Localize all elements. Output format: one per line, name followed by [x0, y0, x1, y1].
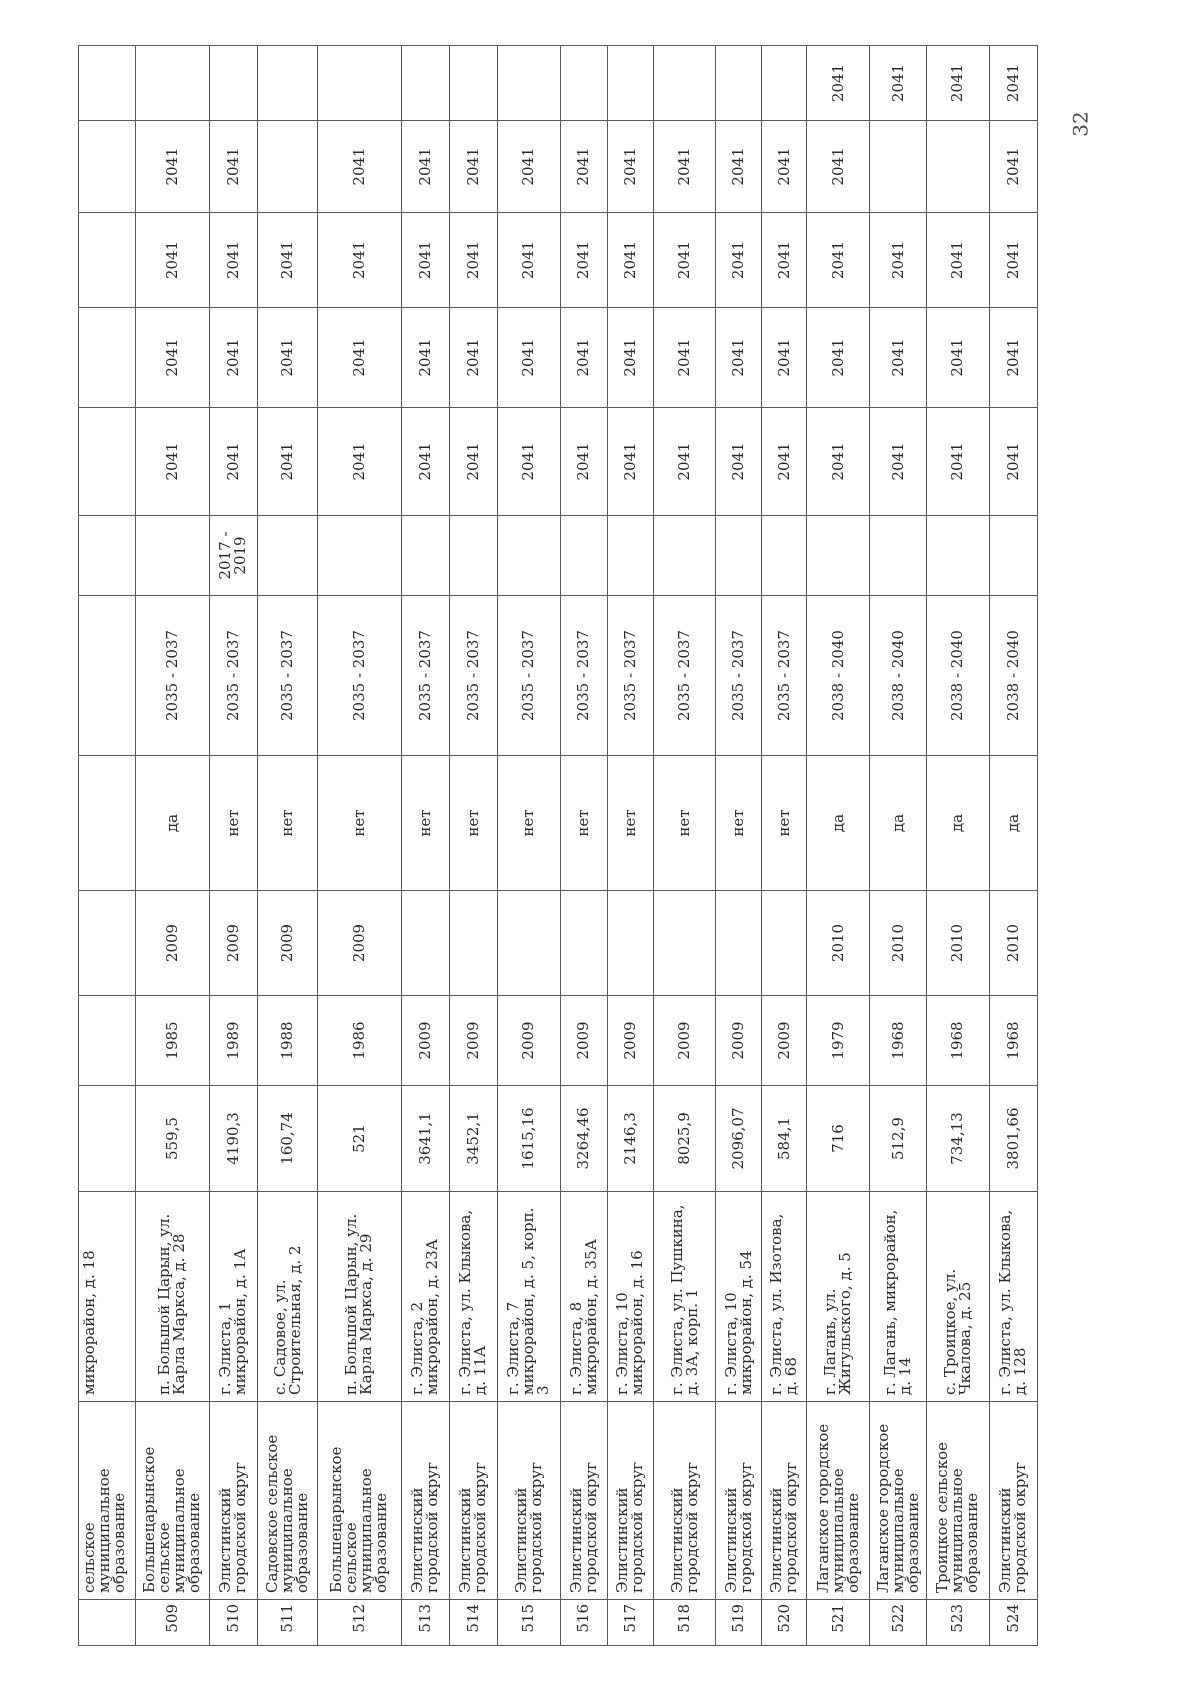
- cell-address: г. Лагань, ул. Жигульского, д. 5: [807, 1192, 870, 1402]
- cell-flag: нет: [716, 756, 762, 891]
- cell-year-built: 1986: [318, 996, 401, 1086]
- cell-2041-d: 2041: [807, 121, 870, 213]
- cell-address: г. Элиста, 1 микрорайон, д. 1А: [209, 1192, 257, 1402]
- cell-flag: да: [989, 756, 1037, 891]
- cell-address: г. Элиста, ул. Изотова, д. 68: [762, 1192, 807, 1402]
- cell-2041-d: [870, 121, 927, 213]
- cell-year-built: 1988: [257, 996, 317, 1086]
- cell-flag: нет: [498, 756, 561, 891]
- cell-year-inspect: [653, 891, 716, 996]
- cell-year-built: 1985: [136, 996, 210, 1086]
- cell-area: 584,1: [762, 1086, 807, 1192]
- cell-2041-e: 2041: [807, 46, 870, 121]
- cell-flag: да: [136, 756, 210, 891]
- cell-year-inspect: [716, 891, 762, 996]
- cell-area: 8025,9: [653, 1086, 716, 1192]
- cell-period: 2035 - 2037: [762, 596, 807, 756]
- table-body: [79, 46, 1038, 1646]
- cell-period: 2035 - 2037: [498, 596, 561, 756]
- cell-2041-a: 2041: [318, 408, 401, 516]
- cell-num: 516: [560, 1600, 607, 1646]
- cell-municipality: Лаганское городское муниципальное образование: [807, 1402, 870, 1600]
- cell-area: [79, 1086, 136, 1192]
- table-row: [927, 46, 990, 1646]
- cell-year-inspect: 2009: [209, 891, 257, 996]
- cell-2041-c: 2041: [762, 213, 807, 308]
- cell-area: 1615,16: [498, 1086, 561, 1192]
- table-row: [560, 46, 607, 1646]
- cell-period: 2035 - 2037: [318, 596, 401, 756]
- cell-year-built: 1968: [927, 996, 990, 1086]
- cell-year-inspect: 2010: [927, 891, 990, 996]
- cell-2041-b: 2041: [136, 308, 210, 408]
- cell-num: 521: [807, 1600, 870, 1646]
- cell-2041-a: 2041: [560, 408, 607, 516]
- cell-2041-b: [79, 308, 136, 408]
- cell-2041-a: 2041: [716, 408, 762, 516]
- cell-2041-c: 2041: [318, 213, 401, 308]
- cell-2041-c: 2041: [136, 213, 210, 308]
- cell-period: 2035 - 2037: [607, 596, 653, 756]
- cell-period: [79, 596, 136, 756]
- cell-address: г. Элиста, ул. Пушкина, д. 3А, корп. 1: [653, 1192, 716, 1402]
- cell-2041-b: 2041: [653, 308, 716, 408]
- cell-flag: [79, 756, 136, 891]
- table-row: [318, 46, 401, 1646]
- cell-area: 521: [318, 1086, 401, 1192]
- cell-2041-d: [79, 121, 136, 213]
- cell-year-built: 2009: [607, 996, 653, 1086]
- cell-year-inspect: 2010: [807, 891, 870, 996]
- cell-year-inspect: [79, 891, 136, 996]
- cell-2041-a: 2041: [762, 408, 807, 516]
- cell-flag: нет: [449, 756, 497, 891]
- cell-area: 559,5: [136, 1086, 210, 1192]
- cell-2041-c: 2041: [401, 213, 449, 308]
- cell-year-inspect: [401, 891, 449, 996]
- cell-2041-b: 2041: [607, 308, 653, 408]
- cell-2041-d: 2041: [209, 121, 257, 213]
- cell-done: [870, 516, 927, 596]
- cell-year-built: 2009: [716, 996, 762, 1086]
- cell-flag: нет: [762, 756, 807, 891]
- cell-flag: нет: [653, 756, 716, 891]
- cell-period: 2035 - 2037: [449, 596, 497, 756]
- cell-done: [257, 516, 317, 596]
- cell-2041-d: 2041: [989, 121, 1037, 213]
- cell-2041-c: 2041: [607, 213, 653, 308]
- cell-2041-d: 2041: [716, 121, 762, 213]
- cell-municipality: Элистинский городской округ: [401, 1402, 449, 1600]
- cell-num: 511: [257, 1600, 317, 1646]
- cell-num: 509: [136, 1600, 210, 1646]
- cell-num: 514: [449, 1600, 497, 1646]
- cell-done: 2017 - 2019: [209, 516, 257, 596]
- cell-num: 523: [927, 1600, 990, 1646]
- cell-2041-a: 2041: [870, 408, 927, 516]
- cell-municipality: Троицкое сельское муниципальное образование: [927, 1402, 990, 1600]
- cell-flag: нет: [257, 756, 317, 891]
- cell-municipality: Садовское сельское муниципальное образование: [257, 1402, 317, 1600]
- cell-2041-c: 2041: [209, 213, 257, 308]
- cell-area: 3452,1: [449, 1086, 497, 1192]
- cell-address: с. Садовое, ул. Строительная, д. 2: [257, 1192, 317, 1402]
- cell-num: 510: [209, 1600, 257, 1646]
- cell-flag: нет: [318, 756, 401, 891]
- cell-num: 515: [498, 1600, 561, 1646]
- cell-2041-d: 2041: [318, 121, 401, 213]
- cell-year-built: 2009: [401, 996, 449, 1086]
- table-row: [716, 46, 762, 1646]
- cell-2041-b: 2041: [716, 308, 762, 408]
- cell-2041-e: [762, 46, 807, 121]
- cell-municipality: Элистинский городской округ: [989, 1402, 1037, 1600]
- cell-address: г. Элиста, 8 микрорайон, д. 35А: [560, 1192, 607, 1402]
- cell-year-built: 2009: [498, 996, 561, 1086]
- cell-2041-a: 2041: [257, 408, 317, 516]
- cell-municipality: Лаганское городское муниципальное образование: [870, 1402, 927, 1600]
- table-row-continuation: [79, 46, 136, 1646]
- cell-address: г. Элиста, ул. Клыкова, д. 11А: [449, 1192, 497, 1402]
- page-number: 32: [1068, 111, 1093, 137]
- cell-2041-c: 2041: [927, 213, 990, 308]
- cell-2041-d: [927, 121, 990, 213]
- cell-2041-e: [498, 46, 561, 121]
- cell-2041-e: [209, 46, 257, 121]
- cell-2041-d: [257, 121, 317, 213]
- cell-2041-a: 2041: [136, 408, 210, 516]
- cell-2041-b: 2041: [870, 308, 927, 408]
- cell-done: [653, 516, 716, 596]
- table-row: [807, 46, 870, 1646]
- cell-2041-b: 2041: [257, 308, 317, 408]
- cell-year-inspect: 2009: [318, 891, 401, 996]
- cell-year-built: 2009: [560, 996, 607, 1086]
- table-row: [136, 46, 210, 1646]
- cell-2041-d: 2041: [653, 121, 716, 213]
- cell-flag: да: [807, 756, 870, 891]
- cell-2041-b: 2041: [401, 308, 449, 408]
- cell-2041-a: 2041: [607, 408, 653, 516]
- cell-flag: нет: [209, 756, 257, 891]
- cell-year-built: 1968: [989, 996, 1037, 1086]
- cell-year-built: 1989: [209, 996, 257, 1086]
- cell-2041-d: 2041: [762, 121, 807, 213]
- cell-period: 2038 - 2040: [989, 596, 1037, 756]
- cell-municipality: сельское муниципальное образование: [79, 1402, 136, 1600]
- cell-year-inspect: 2010: [870, 891, 927, 996]
- table-row: [762, 46, 807, 1646]
- cell-period: 2035 - 2037: [401, 596, 449, 756]
- cell-2041-e: 2041: [870, 46, 927, 121]
- cell-2041-b: 2041: [927, 308, 990, 408]
- cell-municipality: Элистинский городской округ: [653, 1402, 716, 1600]
- cell-2041-e: [716, 46, 762, 121]
- cell-area: 3801,66: [989, 1086, 1037, 1192]
- table-row: [653, 46, 716, 1646]
- cell-address: микрорайон, д. 18: [79, 1192, 136, 1402]
- cell-2041-c: [79, 213, 136, 308]
- table-row: [870, 46, 927, 1646]
- cell-done: [136, 516, 210, 596]
- table-row: [257, 46, 317, 1646]
- cell-2041-c: 2041: [870, 213, 927, 308]
- cell-2041-e: [257, 46, 317, 121]
- cell-period: 2035 - 2037: [716, 596, 762, 756]
- cell-municipality: Элистинский городской округ: [498, 1402, 561, 1600]
- cell-2041-d: 2041: [607, 121, 653, 213]
- cell-year-built: 2009: [653, 996, 716, 1086]
- cell-flag: нет: [560, 756, 607, 891]
- cell-address: г. Элиста, ул. Клыкова, д. 128: [989, 1192, 1037, 1402]
- cell-done: [560, 516, 607, 596]
- cell-year-built: 2009: [762, 996, 807, 1086]
- cell-done: [716, 516, 762, 596]
- cell-2041-d: 2041: [136, 121, 210, 213]
- cell-2041-c: 2041: [653, 213, 716, 308]
- cell-flag: нет: [607, 756, 653, 891]
- cell-year-inspect: [449, 891, 497, 996]
- cell-year-inspect: 2009: [257, 891, 317, 996]
- cell-area: 734,13: [927, 1086, 990, 1192]
- cell-year-built: 1968: [870, 996, 927, 1086]
- cell-address: г. Элиста, 2 микрорайон, д. 23А: [401, 1192, 449, 1402]
- cell-2041-e: [449, 46, 497, 121]
- table-row: [449, 46, 497, 1646]
- cell-address: г. Элиста, 10 микрорайон, д. 54: [716, 1192, 762, 1402]
- cell-municipality: Элистинский городской округ: [560, 1402, 607, 1600]
- cell-2041-b: 2041: [498, 308, 561, 408]
- cell-2041-b: 2041: [989, 308, 1037, 408]
- cell-2041-b: 2041: [449, 308, 497, 408]
- cell-address: п. Большой Царын, ул. Карла Маркса, д. 28: [136, 1192, 210, 1402]
- cell-2041-a: 2041: [498, 408, 561, 516]
- cell-area: 2096,07: [716, 1086, 762, 1192]
- cell-municipality: Элистинский городской округ: [449, 1402, 497, 1600]
- cell-2041-c: 2041: [498, 213, 561, 308]
- cell-2041-c: 2041: [560, 213, 607, 308]
- cell-period: 2035 - 2037: [653, 596, 716, 756]
- cell-done: [79, 516, 136, 596]
- cell-municipality: Элистинский городской округ: [209, 1402, 257, 1600]
- cell-num: [79, 1600, 136, 1646]
- cell-municipality: Большецарынское сельское муниципальное образование: [136, 1402, 210, 1600]
- cell-2041-e: 2041: [927, 46, 990, 121]
- cell-num: 513: [401, 1600, 449, 1646]
- cell-2041-a: [79, 408, 136, 516]
- rotated-table-container: [78, 46, 1038, 1646]
- cell-2041-c: 2041: [257, 213, 317, 308]
- cell-year-built: 2009: [449, 996, 497, 1086]
- cell-num: 519: [716, 1600, 762, 1646]
- cell-num: 520: [762, 1600, 807, 1646]
- cell-flag: да: [870, 756, 927, 891]
- cell-2041-c: 2041: [989, 213, 1037, 308]
- cell-2041-b: 2041: [318, 308, 401, 408]
- cell-area: 4190,3: [209, 1086, 257, 1192]
- cell-2041-e: [401, 46, 449, 121]
- cell-2041-e: [560, 46, 607, 121]
- cell-municipality: Элистинский городской округ: [607, 1402, 653, 1600]
- cell-done: [449, 516, 497, 596]
- cell-done: [927, 516, 990, 596]
- housing-table: [78, 45, 1038, 1646]
- cell-done: [498, 516, 561, 596]
- cell-2041-b: 2041: [762, 308, 807, 408]
- cell-area: 3641,1: [401, 1086, 449, 1192]
- cell-2041-d: 2041: [449, 121, 497, 213]
- scanned-page: [78, 46, 1038, 1646]
- cell-municipality: Элистинский городской округ: [762, 1402, 807, 1600]
- table-row: [989, 46, 1037, 1646]
- cell-2041-d: 2041: [560, 121, 607, 213]
- cell-done: [401, 516, 449, 596]
- cell-address: п. Большой Царын, ул. Карла Маркса, д. 29: [318, 1192, 401, 1402]
- cell-2041-c: 2041: [449, 213, 497, 308]
- cell-2041-d: 2041: [401, 121, 449, 213]
- cell-num: 517: [607, 1600, 653, 1646]
- cell-address: с. Троицкое, ул. Чкалова, д. 25: [927, 1192, 990, 1402]
- cell-address: г. Лагань, микрорайон, д. 14: [870, 1192, 927, 1402]
- cell-2041-a: 2041: [927, 408, 990, 516]
- cell-period: 2035 - 2037: [560, 596, 607, 756]
- cell-2041-e: [318, 46, 401, 121]
- cell-year-built: 1979: [807, 996, 870, 1086]
- cell-year-inspect: 2010: [989, 891, 1037, 996]
- cell-2041-a: 2041: [989, 408, 1037, 516]
- cell-area: 3264,46: [560, 1086, 607, 1192]
- table-row: [498, 46, 561, 1646]
- cell-2041-c: 2041: [807, 213, 870, 308]
- cell-address: г. Элиста, 10 микрорайон, д. 16: [607, 1192, 653, 1402]
- cell-area: 160,74: [257, 1086, 317, 1192]
- cell-period: 2035 - 2037: [209, 596, 257, 756]
- cell-2041-e: 2041: [989, 46, 1037, 121]
- cell-done: [989, 516, 1037, 596]
- cell-2041-a: 2041: [401, 408, 449, 516]
- cell-2041-a: 2041: [449, 408, 497, 516]
- cell-year-inspect: [560, 891, 607, 996]
- cell-municipality: Элистинский городской округ: [716, 1402, 762, 1600]
- cell-2041-a: 2041: [807, 408, 870, 516]
- table-row: [401, 46, 449, 1646]
- cell-num: 518: [653, 1600, 716, 1646]
- cell-done: [607, 516, 653, 596]
- cell-2041-d: 2041: [498, 121, 561, 213]
- cell-period: 2038 - 2040: [807, 596, 870, 756]
- table-row: [607, 46, 653, 1646]
- table-row: [209, 46, 257, 1646]
- cell-done: [318, 516, 401, 596]
- cell-num: 522: [870, 1600, 927, 1646]
- cell-num: 512: [318, 1600, 401, 1646]
- cell-done: [762, 516, 807, 596]
- cell-year-inspect: 2009: [136, 891, 210, 996]
- cell-2041-b: 2041: [807, 308, 870, 408]
- cell-2041-a: 2041: [209, 408, 257, 516]
- cell-2041-e: [653, 46, 716, 121]
- cell-area: 2146,3: [607, 1086, 653, 1192]
- cell-area: 512,9: [870, 1086, 927, 1192]
- cell-year-inspect: [498, 891, 561, 996]
- cell-address: г. Элиста, 7 микрорайон, д. 5, корп. 3: [498, 1192, 561, 1402]
- cell-2041-e: [607, 46, 653, 121]
- cell-flag: нет: [401, 756, 449, 891]
- cell-2041-e: [136, 46, 210, 121]
- cell-municipality: Большецарынское сельское муниципальное образование: [318, 1402, 401, 1600]
- cell-num: 524: [989, 1600, 1037, 1646]
- cell-period: 2035 - 2037: [257, 596, 317, 756]
- cell-2041-c: 2041: [716, 213, 762, 308]
- cell-done: [807, 516, 870, 596]
- cell-flag: да: [927, 756, 990, 891]
- cell-2041-a: 2041: [653, 408, 716, 516]
- cell-year-inspect: [607, 891, 653, 996]
- cell-2041-b: 2041: [560, 308, 607, 408]
- cell-year-inspect: [762, 891, 807, 996]
- cell-2041-e: [79, 46, 136, 121]
- cell-area: 716: [807, 1086, 870, 1192]
- cell-2041-b: 2041: [209, 308, 257, 408]
- cell-year-built: [79, 996, 136, 1086]
- cell-period: 2038 - 2040: [870, 596, 927, 756]
- cell-period: 2038 - 2040: [927, 596, 990, 756]
- cell-period: 2035 - 2037: [136, 596, 210, 756]
